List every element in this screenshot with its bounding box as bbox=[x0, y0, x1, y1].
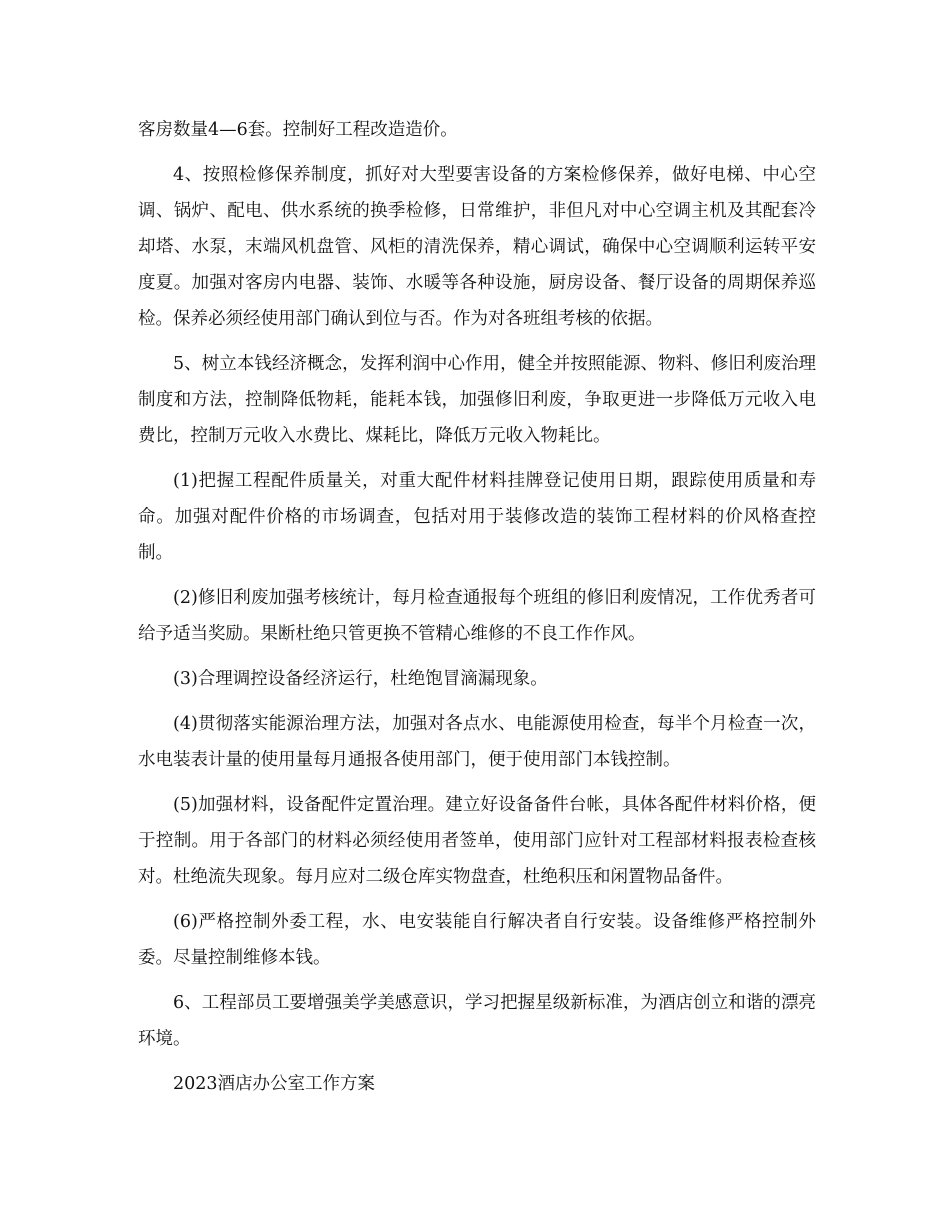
paragraph-item-5: 5、树立本钱经济概念，发挥利润中心作用，健全并按照能源、物料、修旧利废治理制度和方法，控制降低物耗，能耗本钱，加强修旧利废，争取更进一步降低万元收入电费比，控制万元收入水费比、煤耗比，降低万元收入物耗比。 bbox=[138, 354, 816, 446]
paragraph-subitem-2: (2)修旧利废加强考核统计，每月检查通报每个班组的修旧利废情况，工作优秀者可给予适当奖励。果断杜绝只管更换不管精心维修的不良工作作风。 bbox=[138, 588, 816, 644]
paragraph-subitem-4: (4)贯彻落实能源治理方法，加强对各点水、电能源使用检查，每半个月检查一次，水电装表计量的使用量每月通报各使用部门，便于使用部门本钱控制。 bbox=[138, 714, 816, 770]
paragraph-subitem-5: (5)加强材料，设备配件定置治理。建立好设备备件台帐，具体各配件材料价格，便于控制。用于各部门的材料必须经使用者签单，使用部门应针对工程部材料报表检查核对。杜绝流失现象。每月应对二级仓库实物盘查，杜绝积压和闲置物品备件。 bbox=[138, 795, 816, 887]
paragraph-subitem-1: (1)把握工程配件质量关，对重大配件材料挂牌登记使用日期，跟踪使用质量和寿命。加强对配件价格的市场调查，包括对用于装修改造的装饰工程材料的价风格查控制。 bbox=[138, 471, 816, 563]
paragraph-subitem-6: (6)严格控制外委工程，水、电安装能自行解决者自行安装。设备维修严格控制外委。尽量控制维修本钱。 bbox=[138, 912, 816, 968]
paragraph-continuation: 客房数量4—6套。控制好工程改造造价。 bbox=[138, 120, 458, 140]
section-heading: 2023酒店办公室工作方案 bbox=[173, 1074, 376, 1094]
paragraph-subitem-3: (3)合理调控设备经济运行，杜绝饱冒滴漏现象。 bbox=[173, 669, 548, 689]
document-body bbox=[138, 112, 816, 1111]
paragraph-item-6: 6、工程部员工要增强美学美感意识，学习把握星级新标准，为酒店创立和谐的漂亮环境。 bbox=[138, 993, 816, 1049]
paragraph-item-4: 4、按照检修保养制度，抓好对大型要害设备的方案检修保养，做好电梯、中心空调、锅炉、配电、供水系统的换季检修，日常维护，非但凡对中心空调主机及其配套冷却塔、水泵，末端风机盘管、风柜的清洗保养，精心调试，确保中心空调顺利运转平安度夏。加强对客房内电器、装饰、水暖等各种设施，厨房设备、餐厅设备的周期保养巡检。保养必须经使用部门确认到位与否。作为对各班组考核的依据。 bbox=[138, 165, 816, 329]
